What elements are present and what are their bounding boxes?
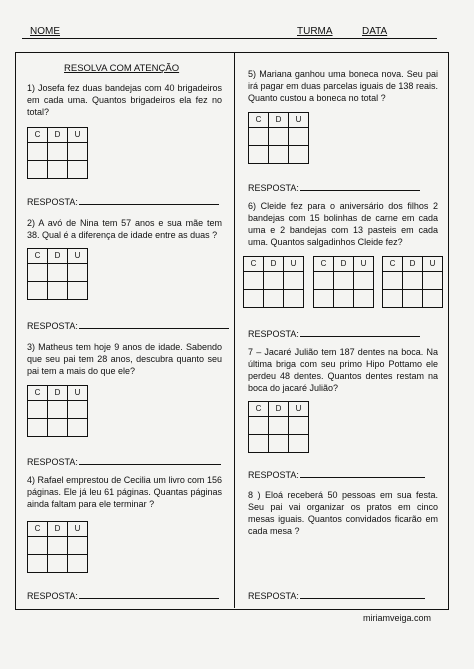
grid-cell[interactable]: [68, 282, 88, 300]
answer-row-7: [248, 468, 425, 480]
answer-line[interactable]: [300, 468, 425, 478]
answer-grid-7[interactable]: [248, 401, 309, 453]
answer-line[interactable]: [300, 589, 425, 599]
answer-grid-6b[interactable]: [313, 256, 374, 308]
col-c: C: [28, 386, 48, 401]
grid-cell[interactable]: [269, 435, 289, 453]
question-3: 3) Matheus tem hoje 9 anos de idade. Sabendo que seu pai tem 28 anos, descubra quanto seu pai tem a mais do que ele?: [27, 342, 222, 376]
grid-cell[interactable]: [28, 555, 48, 573]
grid-cell[interactable]: [48, 419, 68, 437]
col-c: C: [28, 249, 48, 264]
grid-cell[interactable]: [68, 555, 88, 573]
grid-cell[interactable]: [289, 128, 309, 146]
col-c: C: [249, 402, 269, 417]
question-2: 2) A avó de Nina tem 57 anos e sua mãe tem 38. Qual é a diferença de idade entre as duas ?: [27, 218, 222, 240]
question-7: 7 – Jacaré Julião tem 187 dentes na boca. Na última briga com seu primo Hipo Pottamo ele perdeu 48 dentes. Quantos dentes restam na boca do jacaré Julião?: [248, 347, 438, 393]
grid-cell[interactable]: [68, 537, 88, 555]
grid-cell[interactable]: [68, 419, 88, 437]
col-u: U: [68, 522, 88, 537]
grid-cell[interactable]: [48, 143, 68, 161]
grid-cell[interactable]: [28, 537, 48, 555]
answer-grid-3[interactable]: [27, 385, 88, 437]
col-d: D: [269, 113, 289, 128]
grid-cell[interactable]: [403, 272, 423, 290]
grid-cell[interactable]: [269, 146, 289, 164]
col-u: U: [354, 257, 374, 272]
grid-cell[interactable]: [354, 290, 374, 308]
col-u: U: [68, 249, 88, 264]
answer-grid-1[interactable]: [27, 127, 88, 179]
answer-grid-6a[interactable]: [243, 256, 304, 308]
answer-label: RESPOSTA:: [27, 457, 78, 467]
col-c: C: [28, 128, 48, 143]
col-u: U: [289, 402, 309, 417]
col-u: U: [68, 386, 88, 401]
col-c: C: [383, 257, 403, 272]
col-d: D: [334, 257, 354, 272]
answer-label: RESPOSTA:: [248, 591, 299, 601]
grid-cell[interactable]: [249, 146, 269, 164]
answer-line[interactable]: [300, 181, 420, 191]
grid-cell[interactable]: [48, 264, 68, 282]
grid-cell[interactable]: [314, 272, 334, 290]
grid-cell[interactable]: [244, 290, 264, 308]
col-c: C: [249, 113, 269, 128]
grid-cell[interactable]: [334, 290, 354, 308]
grid-cell[interactable]: [28, 419, 48, 437]
col-d: D: [264, 257, 284, 272]
answer-row-4: [27, 589, 219, 601]
grid-cell[interactable]: [289, 417, 309, 435]
grid-cell[interactable]: [68, 143, 88, 161]
answer-row-5: [248, 181, 420, 193]
answer-line[interactable]: [79, 589, 219, 599]
col-d: D: [48, 522, 68, 537]
grid-cell[interactable]: [423, 290, 443, 308]
grid-cell[interactable]: [48, 555, 68, 573]
grid-cell[interactable]: [28, 161, 48, 179]
answer-label: RESPOSTA:: [248, 329, 299, 339]
answer-grid-5[interactable]: [248, 112, 309, 164]
answer-line[interactable]: [79, 195, 219, 205]
grid-cell[interactable]: [48, 161, 68, 179]
answer-label: RESPOSTA:: [27, 197, 78, 207]
grid-cell[interactable]: [48, 537, 68, 555]
answer-row-2: [27, 319, 229, 331]
col-c: C: [244, 257, 264, 272]
grid-cell[interactable]: [289, 435, 309, 453]
answer-line[interactable]: [300, 327, 420, 337]
grid-cell[interactable]: [28, 401, 48, 419]
answer-line[interactable]: [79, 455, 221, 465]
col-d: D: [48, 128, 68, 143]
question-4: 4) Rafael emprestou de Cecilia um livro com 156 páginas. Ele já leu 61 páginas. Quantas páginas ainda faltam para ele terminar ?: [27, 475, 222, 509]
grid-cell[interactable]: [314, 290, 334, 308]
answer-line[interactable]: [79, 319, 229, 329]
date-label: DATA: [362, 26, 388, 37]
grid-cell[interactable]: [68, 401, 88, 419]
answer-grid-2[interactable]: [27, 248, 88, 300]
answer-label: RESPOSTA:: [248, 470, 299, 480]
answer-label: RESPOSTA:: [248, 183, 299, 193]
answer-row-8: [248, 589, 425, 601]
col-c: C: [314, 257, 334, 272]
col-c: C: [28, 522, 48, 537]
question-5: 5) Mariana ganhou uma boneca nova. Seu pai irá pagar em duas parcelas iguais de 138 reais. Quanto custou a boneca no total ?: [248, 69, 438, 103]
grid-cell[interactable]: [264, 290, 284, 308]
col-d: D: [48, 386, 68, 401]
question-1: 1) Josefa fez duas bandejas com 40 brigadeiros em cada uma. Quantos brigadeiros ela fez no total?: [27, 83, 222, 117]
worksheet-title: RESOLVA COM ATENÇÃO: [64, 63, 180, 74]
grid-cell[interactable]: [269, 128, 289, 146]
grid-cell[interactable]: [264, 272, 284, 290]
col-u: U: [423, 257, 443, 272]
col-u: U: [284, 257, 304, 272]
footer-website: miriamveiga.com: [363, 613, 432, 623]
grid-cell[interactable]: [244, 272, 264, 290]
answer-label: RESPOSTA:: [27, 591, 78, 601]
col-u: U: [68, 128, 88, 143]
grid-cell[interactable]: [354, 272, 374, 290]
answer-row-3: [27, 455, 221, 467]
col-u: U: [289, 113, 309, 128]
col-d: D: [269, 402, 289, 417]
grid-cell[interactable]: [383, 272, 403, 290]
grid-cell[interactable]: [289, 146, 309, 164]
grid-cell[interactable]: [28, 143, 48, 161]
grid-cell[interactable]: [68, 264, 88, 282]
grid-cell[interactable]: [423, 272, 443, 290]
grid-cell[interactable]: [403, 290, 423, 308]
grid-cell[interactable]: [269, 417, 289, 435]
grid-cell[interactable]: [48, 401, 68, 419]
grid-cell[interactable]: [249, 128, 269, 146]
answer-label: RESPOSTA:: [27, 321, 78, 331]
grid-cell[interactable]: [284, 272, 304, 290]
grid-cell[interactable]: [284, 290, 304, 308]
col-d: D: [403, 257, 423, 272]
grid-cell[interactable]: [383, 290, 403, 308]
answer-row-1: [27, 195, 219, 207]
answer-row-6: [248, 327, 420, 339]
answer-grid-6c[interactable]: [382, 256, 443, 308]
class-label: TURMA: [297, 26, 333, 37]
answer-grid-4[interactable]: [27, 521, 88, 573]
grid-cell[interactable]: [249, 417, 269, 435]
col-d: D: [48, 249, 68, 264]
question-6: 6) Cleide fez para o aniversário dos filhos 2 bandejas com 15 bolinhas de carne em cada uma e 2 bandejas com 13 pasteis em cada uma. Quantos salgadinhos Cleide fez?: [248, 201, 438, 247]
header-line[interactable]: [22, 38, 437, 39]
grid-cell[interactable]: [68, 161, 88, 179]
grid-cell[interactable]: [28, 264, 48, 282]
grid-cell[interactable]: [48, 282, 68, 300]
grid-cell[interactable]: [334, 272, 354, 290]
question-8: 8 ) Eloá receberá 50 pessoas em sua festa. Seu pai vai organizar os pratos em cinco mesas iguais. Quantos convidados ficarão em cada mesa ?: [248, 490, 438, 536]
grid-cell[interactable]: [28, 282, 48, 300]
grid-cell[interactable]: [249, 435, 269, 453]
column-divider: [234, 52, 235, 608]
name-label: NOME: [30, 26, 60, 37]
